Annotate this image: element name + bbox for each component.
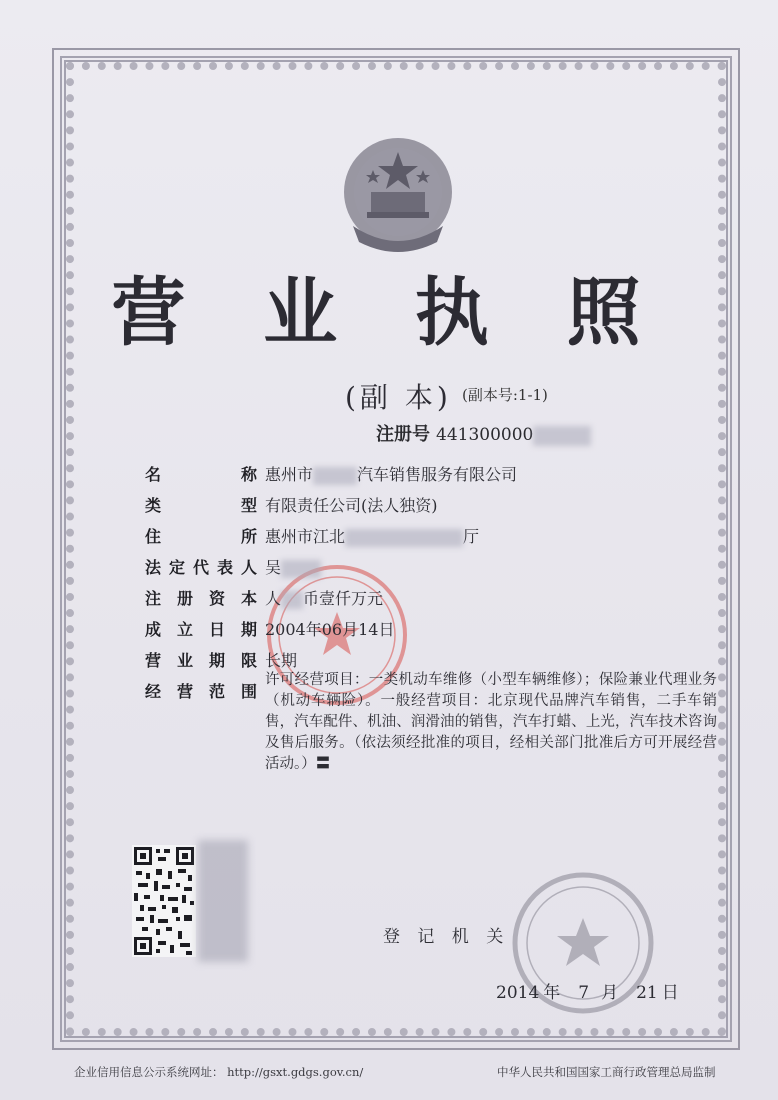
label-char: 立 <box>176 620 193 639</box>
info-fields <box>145 458 725 706</box>
label-char: 经 <box>145 682 162 701</box>
field-value <box>265 462 517 485</box>
label-char: 法 <box>145 558 162 577</box>
field-name <box>145 458 725 489</box>
label-char: 代 <box>192 558 209 577</box>
label-char: 型 <box>240 496 257 515</box>
label-char: 资 <box>208 589 225 608</box>
value-suffix: 汽车销售服务有限公司 <box>357 465 518 484</box>
footer-website: 企业信用信息公示系统网址： http://gsxt.gdgs.gov.cn/ <box>74 1065 364 1079</box>
value-text: 吴 <box>265 558 282 577</box>
issue-date <box>496 978 683 1003</box>
label-char: 限 <box>240 651 257 670</box>
field-value <box>265 648 297 671</box>
registration-number-row <box>376 420 591 446</box>
field-address <box>145 520 725 551</box>
redaction-blur <box>533 426 591 446</box>
label-char: 日 <box>208 620 225 639</box>
issue-year: 2014 <box>496 983 540 1003</box>
label-char: 册 <box>176 589 193 608</box>
label-char: 期 <box>240 620 257 639</box>
label-char: 定 <box>168 558 185 577</box>
field-type <box>145 489 725 520</box>
registration-authority-label: 登 记 机 关 <box>383 927 510 947</box>
value-text: 惠州市 <box>265 465 314 484</box>
footer-issuer: 中华人民共和国国家工商行政管理总局监制 <box>497 1065 716 1079</box>
field-established <box>145 613 725 644</box>
field-legal-rep <box>145 551 725 582</box>
document-subtitle: (副 本) <box>345 381 452 414</box>
label-char: 注 <box>145 589 162 608</box>
field-label <box>145 617 257 640</box>
business-scope-text: 许可经营项目：一类机动车维修（小型车辆维修）；保险兼业代理业务（机动车辆险）。一般经营项目：北京现代品牌汽车销售，二手车销售，汽车配件、机油、润滑油的销售，汽车打蜡、上光，汽车技术咨询及售后服务。（依法须经批准的项目，经相关部门批准后方可开展经营活动。）〓 <box>265 672 717 772</box>
field-label <box>145 679 257 702</box>
field-capital <box>145 582 725 613</box>
value-text: 长期 <box>265 651 298 670</box>
value-suffix: 币壹仟万元 <box>303 589 384 608</box>
redaction-blur <box>281 560 321 578</box>
registration-label: 注册号 <box>376 424 430 445</box>
qr-code-icon <box>132 845 196 957</box>
value-text: 有限责任公司(法人独资) <box>265 496 438 515</box>
value-suffix: 厅 <box>463 527 480 546</box>
registration-value: 441300000 <box>436 425 534 445</box>
field-label <box>145 524 257 547</box>
label-char: 期 <box>208 651 225 670</box>
field-label <box>145 555 257 578</box>
label-char: 类 <box>145 496 162 515</box>
issue-day: 21 <box>636 983 658 1003</box>
field-value <box>265 493 438 516</box>
field-value <box>265 555 321 578</box>
label-char: 营 <box>145 651 162 670</box>
value-text: 2004年06月14日 <box>265 620 395 639</box>
field-label <box>145 586 257 609</box>
value-text: 惠州市江北 <box>265 527 346 546</box>
label-char: 围 <box>240 682 257 701</box>
document-title: 营 业 执 照 <box>111 270 667 356</box>
field-value <box>265 617 394 640</box>
label-char: 住 <box>145 527 162 546</box>
label-char: 人 <box>240 558 257 577</box>
copy-number: (副本号:1-1) <box>462 386 548 404</box>
redaction-blur <box>345 529 463 547</box>
issue-year-unit: 年 <box>543 983 561 1003</box>
label-char: 名 <box>145 465 162 484</box>
redaction-blur <box>198 840 248 962</box>
national-emblem-icon <box>333 130 463 260</box>
redaction-blur <box>313 467 357 485</box>
value-text: 人 <box>265 589 282 608</box>
field-value <box>265 586 383 609</box>
field-label <box>145 462 257 485</box>
issue-month: 7 <box>578 983 590 1003</box>
label-char: 业 <box>176 651 193 670</box>
field-value <box>265 524 479 547</box>
label-char: 称 <box>240 465 257 484</box>
redaction-blur <box>281 591 303 609</box>
label-char: 所 <box>240 527 257 546</box>
issue-month-unit: 月 <box>601 983 619 1003</box>
label-char: 营 <box>176 682 193 701</box>
label-char: 本 <box>240 589 257 608</box>
field-label <box>145 493 257 516</box>
label-char: 表 <box>216 558 233 577</box>
label-char: 范 <box>208 682 225 701</box>
label-char: 成 <box>145 620 162 639</box>
field-label <box>145 648 257 671</box>
issue-day-unit: 日 <box>661 983 679 1003</box>
